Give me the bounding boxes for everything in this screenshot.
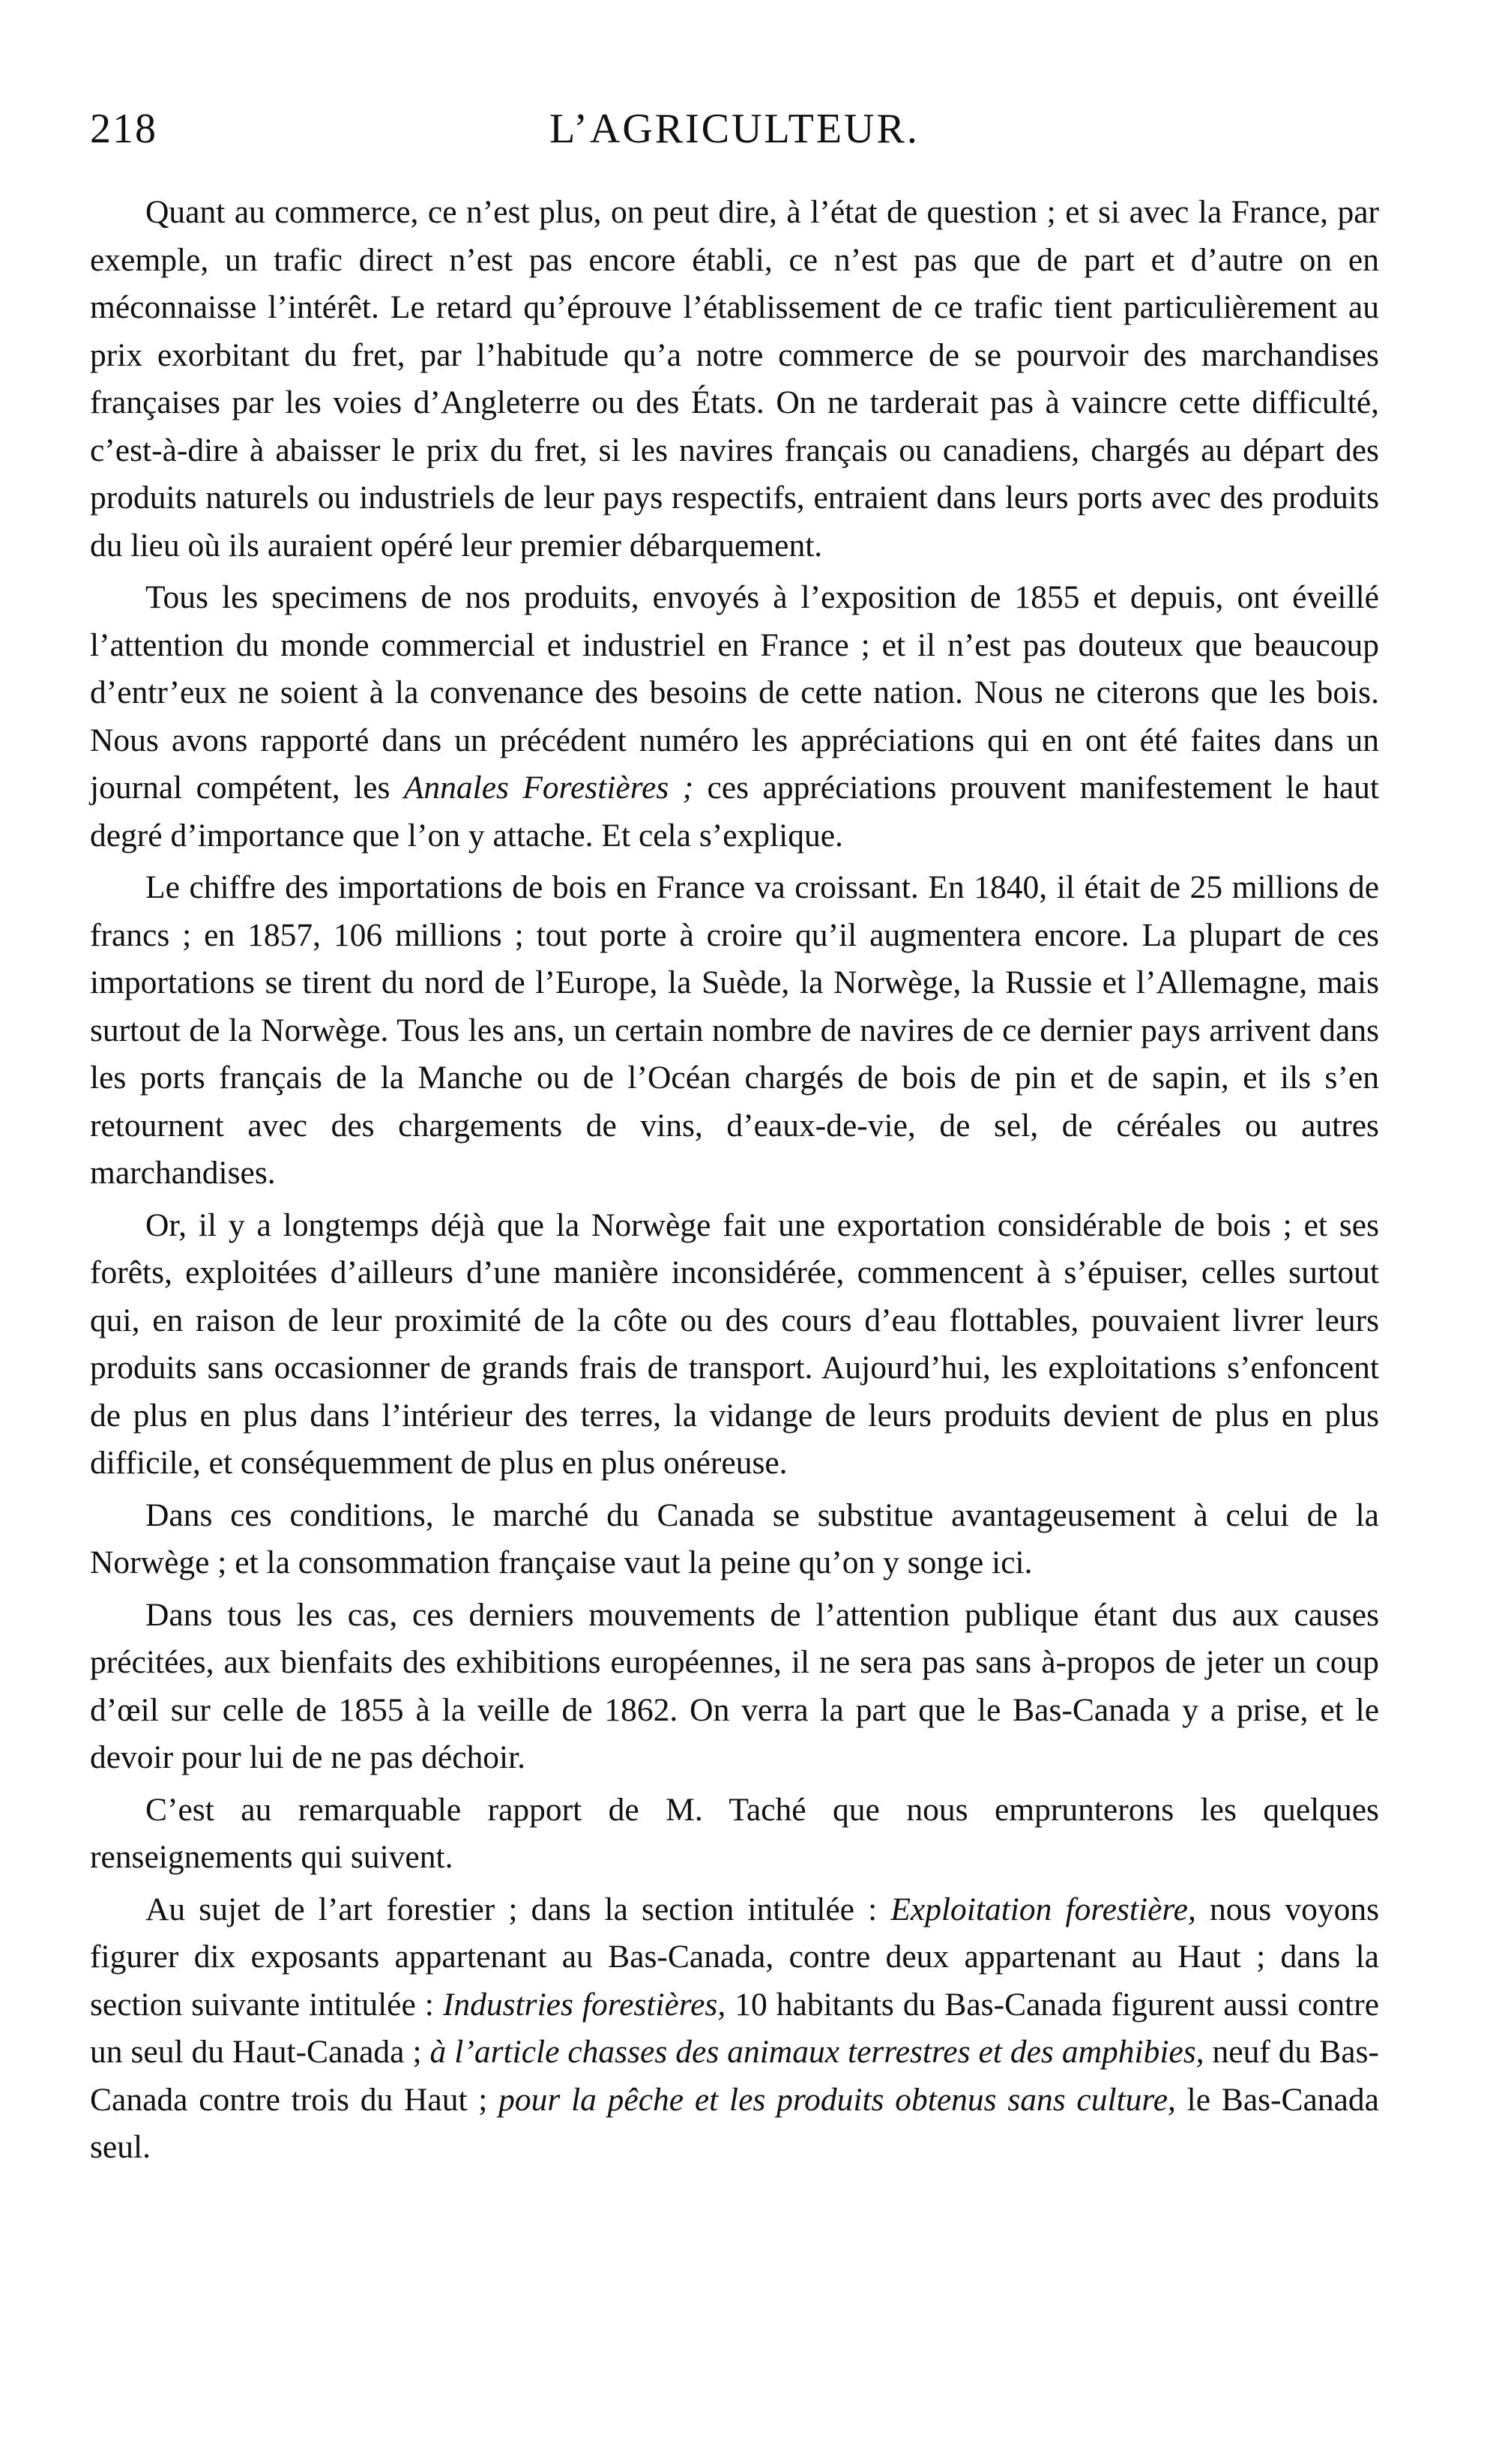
paragraph (90, 574, 1379, 860)
italic-text: Annales Forestières ; (403, 770, 694, 806)
paragraph (90, 1492, 1379, 1587)
italic-text: pour la pêche et les produits obtenus sans culture, (498, 2081, 1176, 2118)
body-text (90, 189, 1379, 2172)
paragraph (90, 1886, 1379, 2172)
paragraph-text: Tous les specimens de nos produits, envoyés à l’exposition de 1855 et depuis, ont éveillé l’attention du monde commercial et industriel en France ; et il n’est pas douteux que beaucoup d’entr’eux ne soient à la convenance des besoins de cette nation. Nous ne citerons que les bois. Nous avons rapporté dans un précédent numéro les appréciations qui en ont été faites dans un journal compétent, les (90, 579, 1379, 806)
book-page (90, 105, 1379, 2176)
page-number: 218 (90, 106, 157, 152)
paragraph-text: Dans ces conditions, le marché du Canada se substitue avantageusement à celui de la Norwège ; et la consommation française vaut la peine qu’on y songe ici. (90, 1497, 1379, 1580)
page-header (90, 105, 1379, 172)
paragraph (90, 1787, 1379, 1882)
italic-text: à l’article chasses des animaux terrestres et des amphibies, (429, 2034, 1204, 2070)
italic-text: Industries forestières, (442, 1986, 726, 2023)
paragraph (90, 189, 1379, 570)
paragraph-text: neuf du Bas-Canada contre trois du Haut ; (90, 2034, 1379, 2118)
paragraph (90, 1592, 1379, 1782)
paragraph-text: nous voyons figurer dix exposants appartenant au Bas-Canada, contre deux appartenant au Haut ; dans la section suivante intitulée : (90, 1891, 1380, 2023)
italic-text: Exploitation forestière, (890, 1891, 1196, 1927)
paragraph-text: Au sujet de l’art forestier ; dans la section intitulée : (145, 1891, 891, 1927)
paragraph (90, 1202, 1379, 1488)
paragraph-text: Or, il y a longtemps déjà que la Norwège fait une exportation considérable de bois ; et ses forêts, exploitées d’ailleurs d’une manière inconsidérée, commencent à s’épuiser, celles surtout qui, en raison de leur proximité de la côte ou des cours d’eau flottables, pouvaient livrer leurs produits sans occasionner de grands frais de transport. Aujourd’hui, les exploitations s’enfoncent de plus en plus dans l’intérieur des terres, la vidange de leurs produits devient de plus en plus difficile, et conséquemment de plus en plus onéreuse. (90, 1207, 1379, 1481)
paragraph-text: ces appréciations prouvent manifestement le haut degré d’importance que l’on y attache. Et cela s’explique. (90, 770, 1380, 854)
running-title: L’AGRICULTEUR. (549, 106, 920, 152)
paragraph-text: 10 habitants du Bas-Canada figurent aussi contre un seul du Haut-Canada ; (90, 1986, 1380, 2070)
paragraph-text: Dans tous les cas, ces derniers mouvements de l’attention publique étant dus aux causes précitées, aux bienfaits des exhibitions européennes, il ne sera pas sans à-propos de jeter un coup d’œil sur celle de 1855 à la veille de 1862. On verra la part que le Bas-Canada y a prise, et le devoir pour lui de ne pas déchoir. (90, 1596, 1379, 1775)
paragraph-text: Quant au commerce, ce n’est plus, on peut dire, à l’état de question ; et si avec la France, par exemple, un trafic direct n’est pas encore établi, ce n’est pas que de part et d’autre on en méconnaisse l’intérêt. Le retard qu’éprouve l’établissement de ce trafic tient particulièrement au prix exorbitant du fret, par l’habitude qu’a notre commerce de se pourvoir des marchandises françaises par les voies d’Angleterre ou des États. On ne tarderait pas à vaincre cette difficulté, c’est-à-dire à abaisser le prix du fret, si les navires français ou canadiens, chargés au départ des produits naturels ou industriels de leur pays respectifs, entraient dans leurs ports avec des produits du lieu où ils auraient opéré leur premier débarquement. (90, 194, 1379, 564)
paragraph-text: Le chiffre des importations de bois en France va croissant. En 1840, il était de 25 millions de francs ; en 1857, 106 millions ; tout porte à croire qu’il augmentera encore. La plupart de ces importations se tirent du nord de l’Europe, la Suède, la Norwège, la Russie et l’Allemagne, mais surtout de la Norwège. Tous les ans, un certain nombre de navires de ce dernier pays arrivent dans les ports français de la Manche ou de l’Océan chargés de bois de pin et de sapin, et ils s’en retournent avec des chargements de vins, d’eaux-de-vie, de sel, de céréales ou autres marchandises. (90, 869, 1379, 1191)
paragraph-text: C’est au remarquable rapport de M. Taché que nous emprunterons les quelques renseignements qui suivent. (90, 1791, 1379, 1875)
paragraph (90, 864, 1379, 1198)
paragraph-text: le Bas-Canada seul. (90, 2081, 1379, 2165)
